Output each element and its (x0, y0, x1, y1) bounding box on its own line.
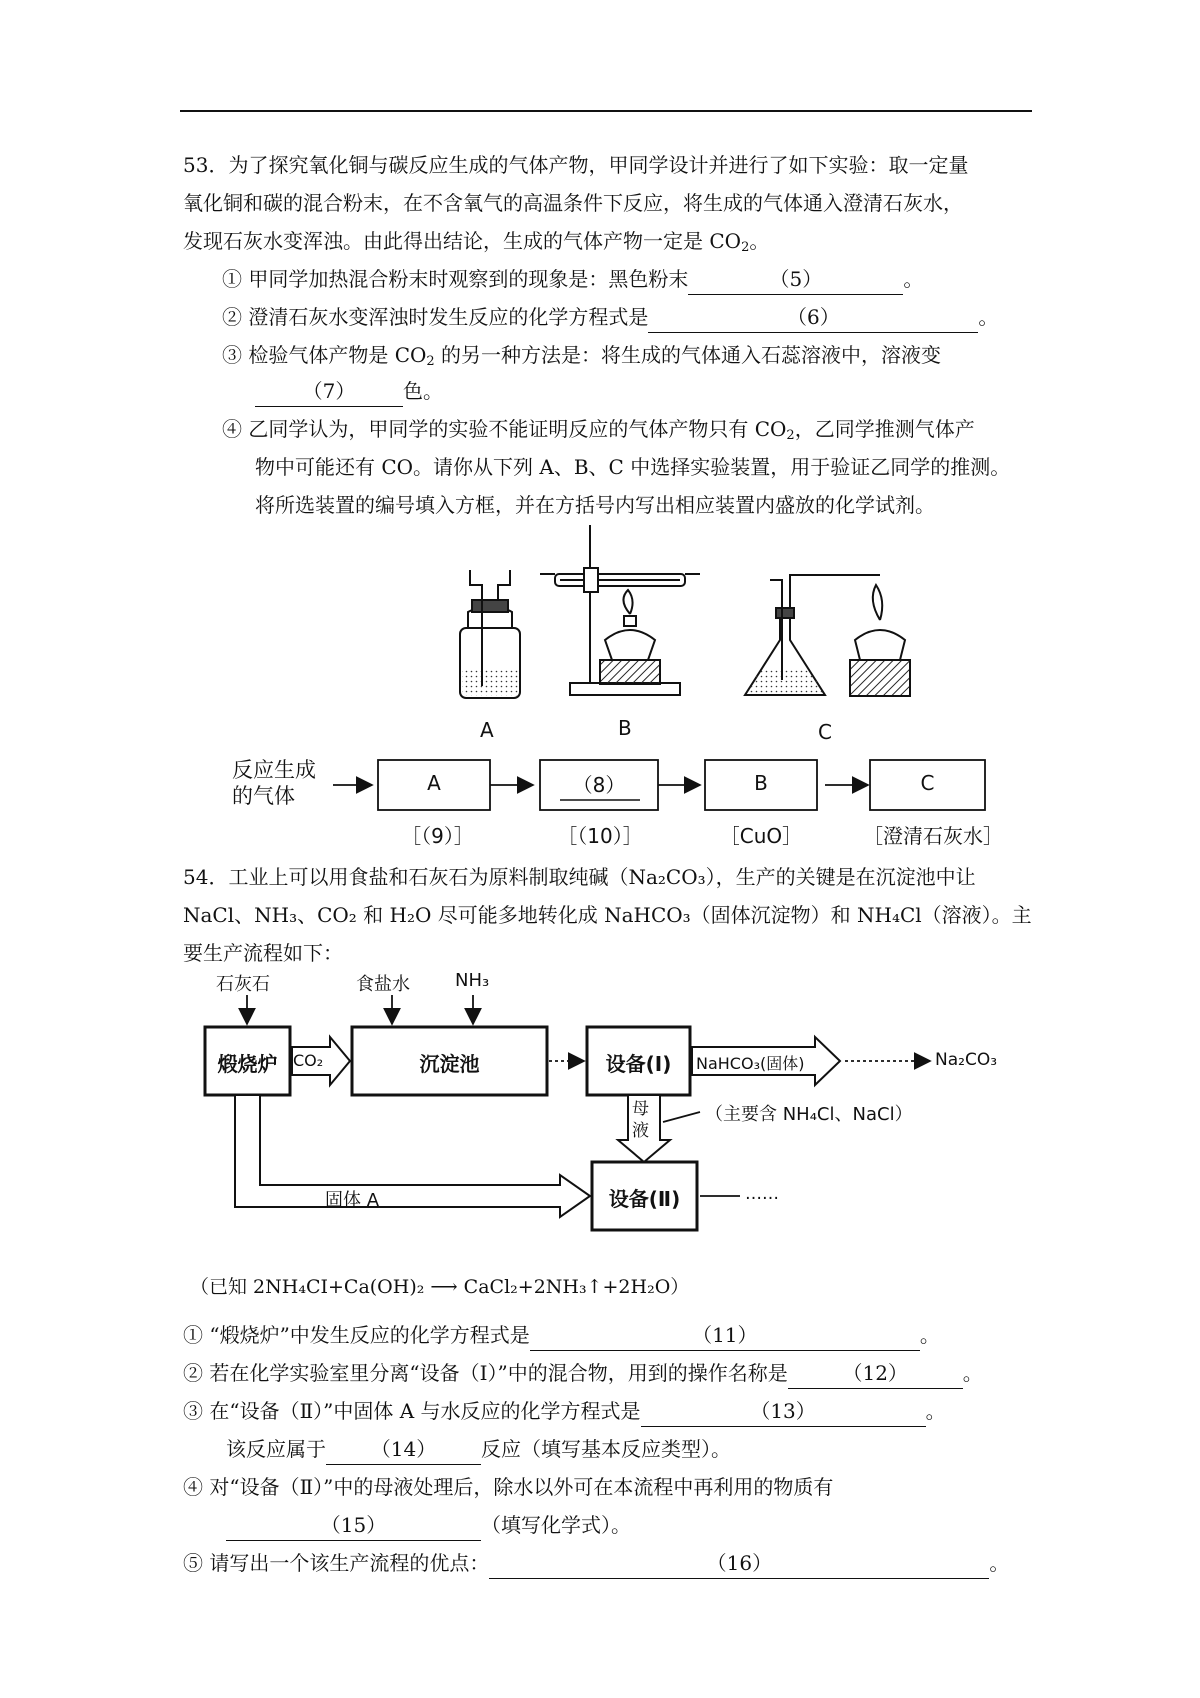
input-brine: 食盐水 (356, 974, 410, 995)
q53-sub4-line1: ④ 乙同学认为，甲同学的实验不能证明反应的气体产物只有 $CO_2$，乙同学推测气体产 (222, 417, 975, 443)
q54-sub3: ③ 在“设备（Ⅱ）”中固体 A 与水反应的化学方程式是 （13） 。 (183, 1392, 946, 1430)
mother-liquor-note: （主要含 NH₄Cl、NaCl） (705, 1104, 913, 1125)
flow-box-8-label: （8） (572, 773, 626, 797)
mother-liquor-label: 母液 (632, 1099, 649, 1141)
answer-blank-15[interactable]: （15） (226, 1510, 481, 1541)
input-limestone: 石灰石 (216, 974, 270, 995)
tank-label: 沉淀池 (419, 1052, 480, 1076)
q54-line3: 要生产流程如下： (183, 941, 343, 965)
answer-blank-14[interactable]: （14） (326, 1434, 481, 1465)
bracket-9[interactable]: ［（9）］ (401, 824, 474, 848)
device1-label: 设备(Ⅰ) (605, 1052, 672, 1076)
solid-a-label: 固体 A (325, 1190, 380, 1211)
co2-label: CO₂ (293, 1051, 324, 1070)
apparatus-label-a: A (480, 718, 494, 742)
furnace-label: 煅烧炉 (217, 1052, 278, 1076)
flow-start-line1: 反应生成 (232, 758, 316, 782)
nahco3-label: NaHCO₃(固体) (696, 1054, 805, 1073)
bracket-10[interactable]: ［（10）］ (557, 824, 643, 848)
answer-blank-5[interactable]: （5） (688, 264, 903, 295)
flow-box-b-label: B (754, 771, 768, 795)
device2-output-dots: …… (745, 1184, 779, 1204)
q53-sub4-line2: 物中可能还有 CO。请你从下列 A、B、C 中选择实验装置，用于验证乙同学的推测。 (255, 455, 1011, 479)
q54-line1: 54．工业上可以用食盐和石灰石为原料制取纯碱（Na₂CO₃），生产的关键是在沉淀池中让 (183, 865, 976, 889)
q53-sub3: ③ 检验气体产物是 $CO_2$ 的另一种方法是：将生成的气体通入石蕊溶液中，溶液变 (222, 343, 942, 369)
flow-box-a-label: A (427, 771, 441, 795)
apparatus-label-b: B (618, 716, 632, 740)
known-equation: （已知 2NH₄CI+Ca(OH)₂ ⟶ CaCl₂+2NH₃↑+2H₂O） (190, 1276, 690, 1298)
q53-line2: 氧化铜和碳的混合粉末，在不含氧气的高温条件下反应，将生成的气体通入澄清石灰水， (183, 191, 963, 215)
answer-blank-13[interactable]: （13） (641, 1396, 926, 1427)
q53-line3: 发现石灰水变浑浊。由此得出结论，生成的气体产物一定是 $CO_2$。 (183, 229, 770, 255)
q53-line1: 53．为了探究氧化铜与碳反应生成的气体产物，甲同学设计并进行了如下实验：取一定量 (183, 153, 969, 177)
q53-sub4-line3: 将所选装置的编号填入方框，并在方括号内写出相应装置内盛放的化学试剂。 (255, 493, 935, 517)
device2-label: 设备(Ⅱ) (608, 1187, 681, 1211)
bracket-cuo: ［CuO］ (719, 824, 803, 848)
answer-blank-16[interactable]: （16） (489, 1548, 989, 1579)
q53-sub2: ② 澄清石灰水变浑浊时发生反应的化学方程式是 （6） 。 (222, 298, 998, 336)
apparatus-label-c: C (818, 720, 832, 744)
flow-box-c-label: C (920, 771, 935, 795)
apparatus-c-flask-lamp (745, 575, 910, 696)
q54-sub4: ④ 对“设备（Ⅱ）”中的母液处理后，除水以外可在本流程中再利用的物质有 (183, 1475, 834, 1499)
answer-blank-7[interactable]: （7） (255, 376, 403, 407)
q53-sub3-cont: （7） 色。 (255, 372, 443, 410)
answer-blank-6[interactable]: （6） (648, 302, 978, 333)
apparatus-b-tube-heater (540, 525, 700, 695)
q54-sub1: ① “煅烧炉”中发生反应的化学方程式是 （11） 。 (183, 1316, 940, 1354)
apparatus-a-wash-bottle (460, 570, 520, 698)
input-nh3: NH₃ (455, 970, 490, 991)
q54-line2: NaCl、NH₃、CO₂ 和 H₂O 尽可能多地转化成 NaHCO₃（固体沉淀物）和 NH₄Cl（溶液）。主 (183, 903, 1032, 927)
answer-blank-12[interactable]: （12） (788, 1358, 963, 1389)
bracket-limewater: ［澄清石灰水］ (863, 824, 1003, 848)
q54-sub2: ② 若在化学实验室里分离“设备（I）”中的混合物，用到的操作名称是 （12） 。 (183, 1354, 983, 1392)
answer-blank-11[interactable]: （11） (530, 1320, 920, 1351)
q54-sub4-cont: （15） （填写化学式）。 (226, 1506, 631, 1544)
q53-sub1: ① 甲同学加热混合粉末时观察到的现象是：黑色粉末 （5） 。 (222, 260, 923, 298)
na2co3-label: Na₂CO₃ (935, 1050, 998, 1070)
q54-sub3b: 该反应属于 （14） 反应（填写基本反应类型）。 (226, 1430, 731, 1468)
flow-start-line2: 的气体 (232, 784, 295, 808)
q54-sub5: ⑤ 请写出一个该生产流程的优点： （16） 。 (183, 1544, 1009, 1582)
